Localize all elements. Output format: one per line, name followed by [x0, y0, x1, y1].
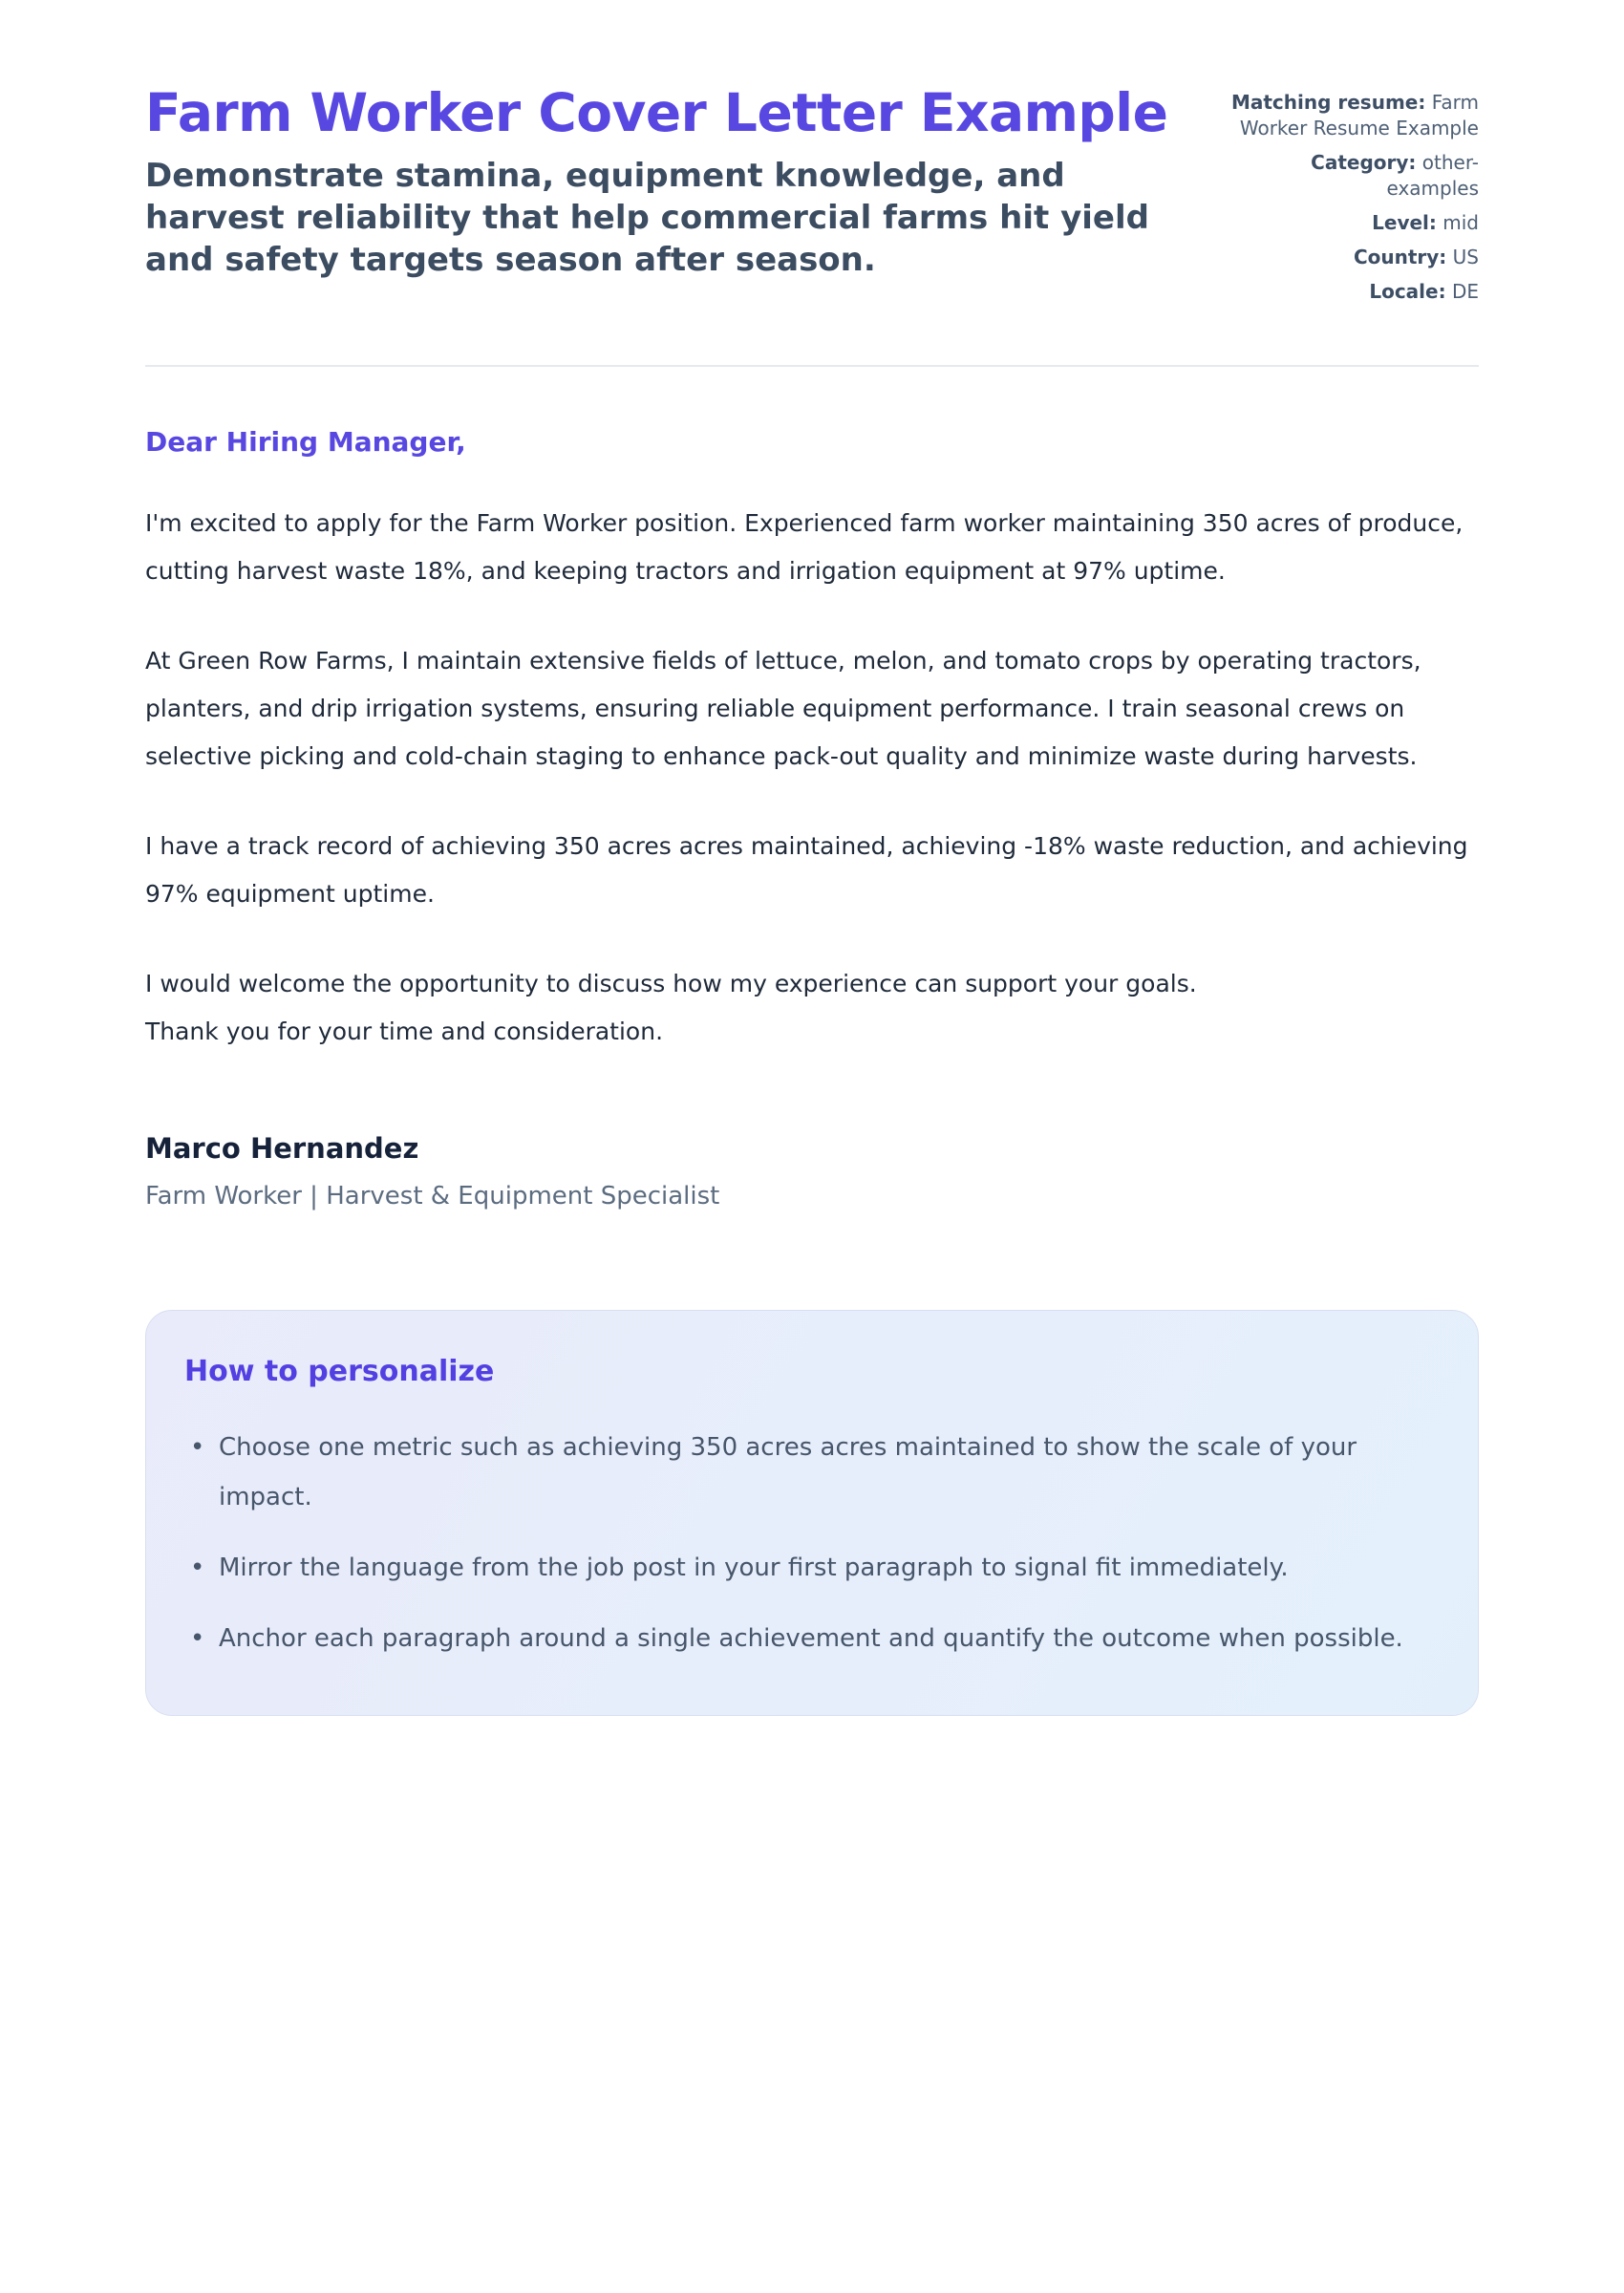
resume-meta-panel — [1229, 84, 1479, 313]
bullet-dot-icon: • — [190, 1554, 205, 1582]
meta-level-label: Level: — [1372, 211, 1437, 234]
meta-matching-resume-value: Farm Worker Resume Example — [1239, 91, 1479, 139]
header-divider — [145, 365, 1479, 367]
closing-line-2: Thank you for your time and consideration. — [145, 1018, 664, 1045]
meta-level-value: mid — [1442, 211, 1479, 234]
tip-item-metric — [184, 1423, 1440, 1522]
personalize-heading: How to personalize — [184, 1355, 495, 1388]
letter-paragraph-experience: At Green Row Farms, I maintain extensive fields of lettuce, melon, and tomato crops by operating tractors, planters, and drip irrigation systems, ensuring reliable equipment performance. I train seasonal crews on selective picking and cold-chain staging to enhance pack-out quality and minimize waste during harvests. — [145, 647, 1421, 770]
meta-locale — [1229, 279, 1479, 305]
meta-category-value: other-examples — [1386, 151, 1479, 200]
letter-paragraph-intro: I'm excited to apply for the Farm Worker position. Experienced farm worker maintaining 350 acres of produce, cutting harvest waste 18%, and keeping tractors and irrigation equipment at 97% uptime. — [145, 509, 1464, 585]
page-subtitle: Demonstrate stamina, equipment knowledge, and harvest reliability that help commercial farms hit yield and safety targets season after season. — [145, 156, 1149, 279]
meta-category-label: Category: — [1311, 151, 1417, 174]
signature-role: Farm Worker | Harvest & Equipment Specialist — [145, 1182, 720, 1211]
meta-matching-resume — [1229, 90, 1479, 141]
tip-item-mirror-language — [184, 1543, 1440, 1593]
bullet-dot-icon: • — [190, 1433, 205, 1462]
page-title: Farm Worker Cover Letter Example — [145, 82, 1168, 143]
bullet-dot-icon: • — [190, 1624, 205, 1653]
page-header — [145, 84, 1479, 313]
letter-paragraph-track-record: I have a track record of achieving 350 acres acres maintained, achieving -18% waste reduction, and achieving 97% equipment uptime. — [145, 832, 1468, 908]
meta-matching-resume-label: Matching resume: — [1230, 91, 1426, 114]
closing-line-1: I would welcome the opportunity to discuss how my experience can support your goals. — [145, 970, 1197, 997]
meta-country-label: Country: — [1353, 246, 1447, 268]
tip-item-anchor-achievement-text: Anchor each paragraph around a single achievement and quantify the outcome when possible. — [219, 1624, 1403, 1653]
meta-category — [1229, 150, 1479, 202]
tip-item-anchor-achievement — [184, 1614, 1440, 1663]
personalize-tips-box — [145, 1310, 1479, 1716]
personalize-tips-list — [184, 1423, 1440, 1663]
tip-item-mirror-language-text: Mirror the language from the job post in your first paragraph to signal fit immediately. — [219, 1554, 1289, 1582]
meta-country — [1229, 245, 1479, 270]
meta-locale-value: DE — [1451, 280, 1479, 303]
letter-paragraph-closing — [145, 960, 1479, 1056]
letter-greeting: Dear Hiring Manager, — [145, 426, 466, 458]
tip-item-metric-text: Choose one metric such as achieving 350 acres acres maintained to show the scale of your impact. — [219, 1433, 1357, 1511]
meta-country-value: US — [1452, 246, 1479, 268]
meta-locale-label: Locale: — [1369, 280, 1446, 303]
cover-letter-body — [145, 426, 1479, 1211]
header-title-block — [145, 84, 1215, 281]
meta-level — [1229, 210, 1479, 236]
signature-name: Marco Hernandez — [145, 1132, 419, 1165]
